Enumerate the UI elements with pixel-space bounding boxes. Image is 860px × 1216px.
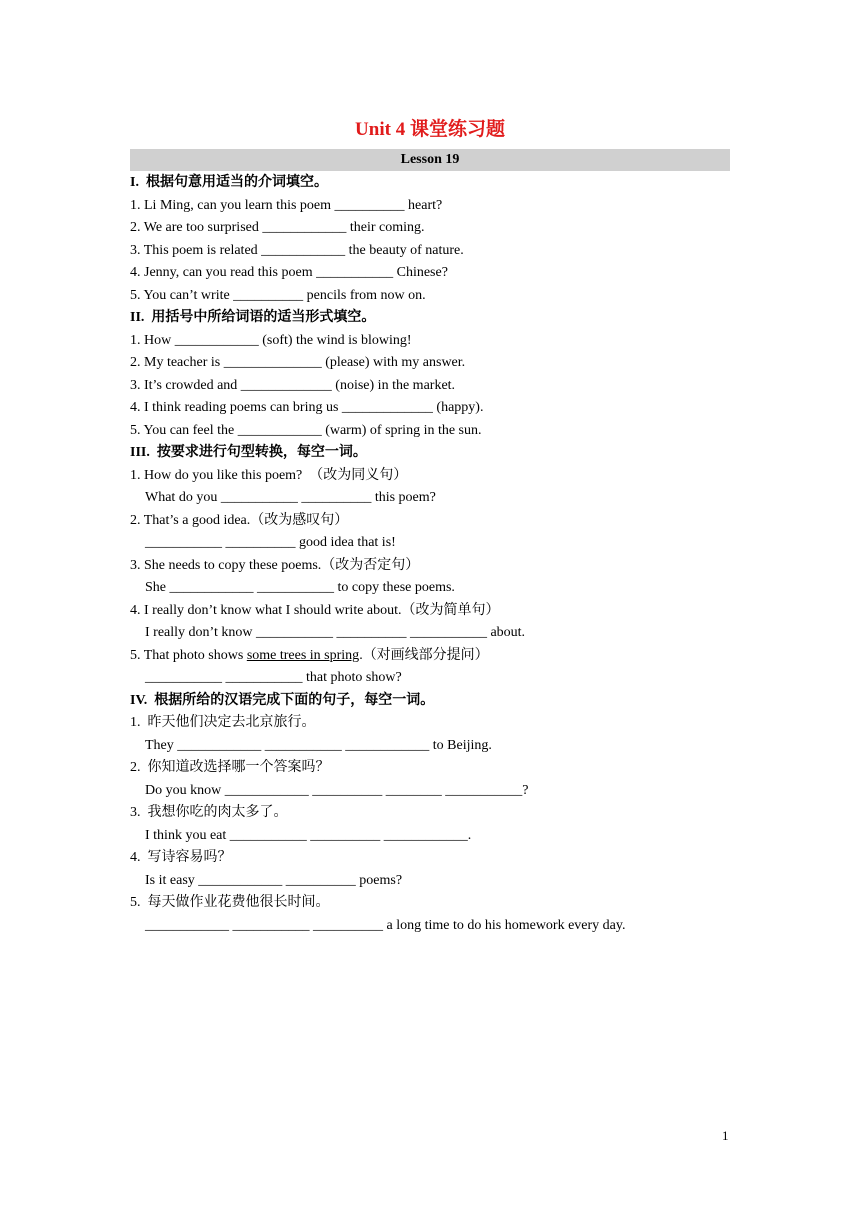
question-line: 3. 我想你吃的肉太多了。 [130,805,288,820]
answer-line: She ____________ ___________ to copy these poems. [145,580,455,595]
question-line: 3. This poem is related ____________ the beauty of nature. [130,242,464,258]
question-text: .（对画线部分提问） [359,647,489,663]
question-line: 1. Li Ming, can you learn this poem __________ heart? [130,197,443,213]
answer-line: Is it easy ____________ __________ poems? [145,872,403,888]
page-title: Unit 4 课堂练习题 [355,119,505,140]
answer-line: ___________ ___________ that photo show? [145,670,402,685]
answer-line: ____________ ___________ __________ a long time to do his homework every day. [145,917,626,933]
question-line: 2. We are too surprised ____________ their coming. [130,220,425,235]
section-heading: III. 按要求进行句型转换，每空一词。 [130,445,367,460]
question-line: 5. You can’t write __________ pencils from now on. [130,287,426,303]
question-line [130,645,750,668]
question-line: 1. 昨天他们决定去北京旅行。 [130,715,316,730]
question-line: 5. 每天做作业花费他很长时间。 [130,895,330,910]
page-number: 1 [722,1128,729,1143]
answer-line: They ____________ ___________ ____________ to Beijing. [145,737,492,753]
question-line: 5. You can feel the ____________ (warm) of spring in the sun. [130,422,482,438]
answer-line: Do you know ____________ __________ ________ ___________? [145,782,529,798]
answer-line: ___________ __________ good idea that is! [145,535,396,550]
question-line: 2. My teacher is ______________ (please) with my answer. [130,355,466,370]
question-line: 3. It’s crowded and _____________ (noise) in the market. [130,377,456,393]
question-text: 5. That photo shows [130,647,247,663]
question-line: 2. 你知道改选择哪一个答案吗？ [130,760,330,775]
question-line: 2. That’s a good idea.（改为感叹句） [130,512,349,528]
question-line: 1. How ____________ (soft) the wind is blowing! [130,332,412,348]
question-line: 1. How do you like this poem? （改为同义句） [130,467,408,483]
question-line: 4. Jenny, can you read this poem ___________ Chinese? [130,265,448,280]
section-heading: II. 用括号中所给词语的适当形式填空。 [130,310,376,325]
question-line: 4. 写诗容易吗？ [130,850,232,865]
question-line: 4. I really don’t know what I should write about.（改为简单句） [130,602,500,618]
question-line: 4. I think reading poems can bring us _____________ (happy). [130,400,484,415]
underlined-phrase: some trees in spring [246,647,360,663]
lesson-header-bar: Lesson 19 [130,149,730,171]
section-heading: I. 根据句意用适当的介词填空。 [130,175,328,190]
answer-line: I really don’t know ___________ __________ ___________ about. [145,625,526,640]
exercise-content [130,172,750,937]
question-line: 3. She needs to copy these poems.（改为否定句） [130,557,420,573]
answer-line: What do you ___________ __________ this poem? [145,490,436,505]
answer-line: I think you eat ___________ __________ ____________. [145,827,472,843]
section-heading: IV. 根据所给的汉语完成下面的句子，每空一词。 [130,692,435,708]
